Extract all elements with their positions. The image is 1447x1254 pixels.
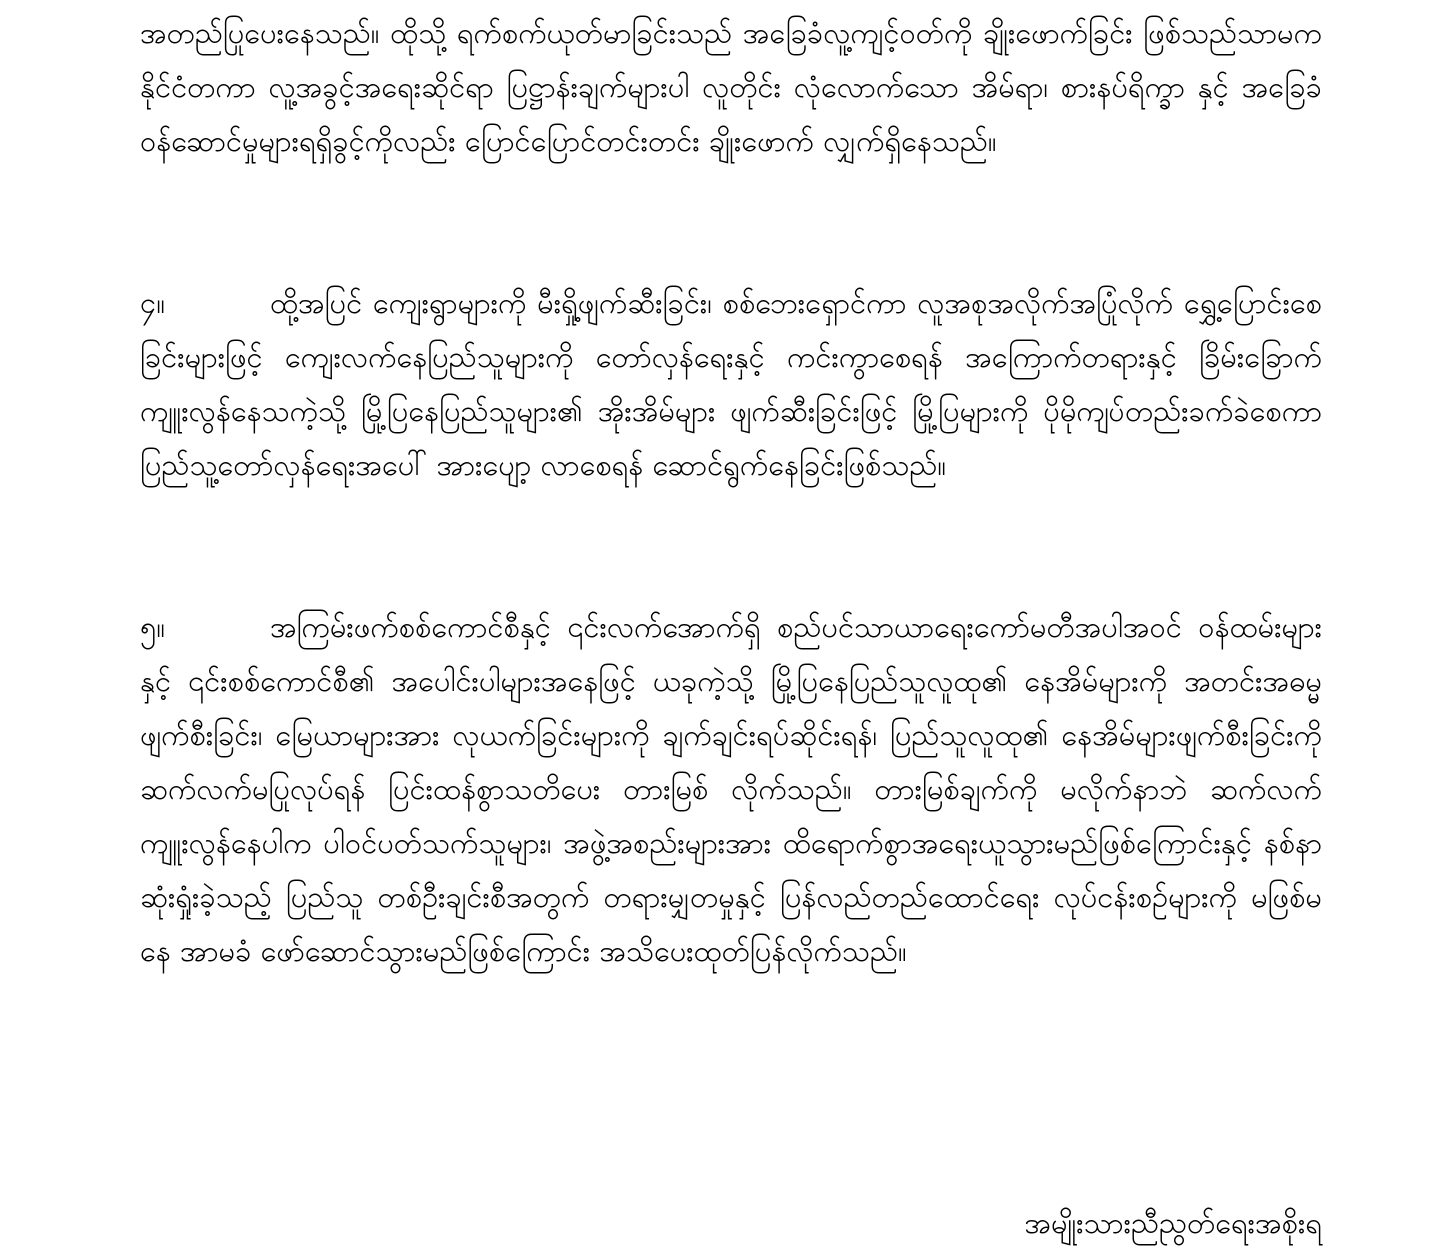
paragraph-number: ၄။ — [140, 286, 166, 320]
document-page — [140, 0, 1322, 1254]
paragraph-5 — [140, 600, 1322, 978]
paragraph-text: ထို့အပြင် ကျေးရွာများကို မီးရှို့ဖျက်ဆီးခြင်း၊ စစ်ဘေးရှောင်ကာ လူအစုအလိုက်အပြုံလိုက် ရွှေ့ပြောင်းစေခြင်းများဖြင့် ကျေးလက်နေပြည်သူများကို တော်လှန်ရေးနှင့် ကင်းကွာစေရန် အကြောက်တရားနှင့် ခြိမ်းခြောက်ကျူးလွန်နေသကဲ့သို့ မြို့ပြနေပြည်သူများ၏ အိုးအိမ်များ ဖျက်ဆီးခြင်းဖြင့် မြို့ပြများကို ပိုမိုကျပ်တည်းခက်ခဲစေကာ ပြည်သူ့တော်လှန်ရေးအပေါ် အားပျော့ လာစေရန် ဆောင်ရွက်နေခြင်းဖြစ်သည်။ — [140, 286, 1322, 482]
paragraph-text: အတည်ပြုပေးနေသည်။ ထိုသို့ ရက်စက်ယုတ်မာခြင်းသည် အခြေခံလူ့ကျင့်ဝတ်ကို ချိုးဖောက်ခြင်း ဖြစ်သည်သာမက နိုင်ငံတကာ လူ့အခွင့်အရေးဆိုင်ရာ ပြဋ္ဌာန်းချက်များပါ လူတိုင်း လုံလောက်သော အိမ်ရာ၊ စားနပ်ရိက္ခာ နှင့် အခြေခံဝန်ဆောင်မှုများရရှိခွင့်ကိုလည်း ပြောင်ပြောင်တင်းတင်း ချိုးဖောက် လျှက်ရှိနေသည်။ — [140, 16, 1322, 158]
signature-issuer: အမျိုးသားညီညွတ်ရေးအစိုးရ — [1024, 1206, 1322, 1240]
paragraph-4 — [140, 276, 1322, 492]
paragraph-number: ၅။ — [140, 610, 166, 644]
paragraph-continued — [140, 6, 1322, 168]
paragraph-text: အကြမ်းဖက်စစ်ကောင်စီနှင့် ၎င်းလက်အောက်ရှိ စည်ပင်သာယာရေးကော်မတီအပါအဝင် ဝန်ထမ်းများနှင့် ၎င်းစစ်ကောင်စီ၏ အပေါင်းပါများအနေဖြင့် ယခုကဲ့သို့ မြို့ပြနေပြည်သူလူထု၏ နေအိမ်များကို အတင်းအဓမ္မဖျက်စီးခြင်း၊ မြေယာများအား လုယက်ခြင်းများကို ချက်ချင်းရပ်ဆိုင်းရန်၊ ပြည်သူလူထု၏ နေအိမ်များဖျက်စီးခြင်းကို ဆက်လက်မပြုလုပ်ရန် ပြင်းထန်စွာသတိပေး တားမြစ် လိုက်သည်။ တားမြစ်ချက်ကို မလိုက်နာဘဲ ဆက်လက်ကျူးလွန်နေပါက ပါဝင်ပတ်သက်သူများ၊ အဖွဲ့အစည်းများအား ထိရောက်စွာအရေးယူသွားမည်ဖြစ်ကြောင်းနှင့် နစ်နာဆုံးရှုံးခဲ့သည့် ပြည်သူ တစ်ဦးချင်းစီအတွက် တရားမျှတမှုနှင့် ပြန်လည်တည်ထောင်ရေး လုပ်ငန်းစဉ်များကို မဖြစ်မနေ အာမခံ ဖော်ဆောင်သွားမည်ဖြစ်ကြောင်း အသိပေးထုတ်ပြန်လိုက်သည်။ — [140, 610, 1322, 968]
